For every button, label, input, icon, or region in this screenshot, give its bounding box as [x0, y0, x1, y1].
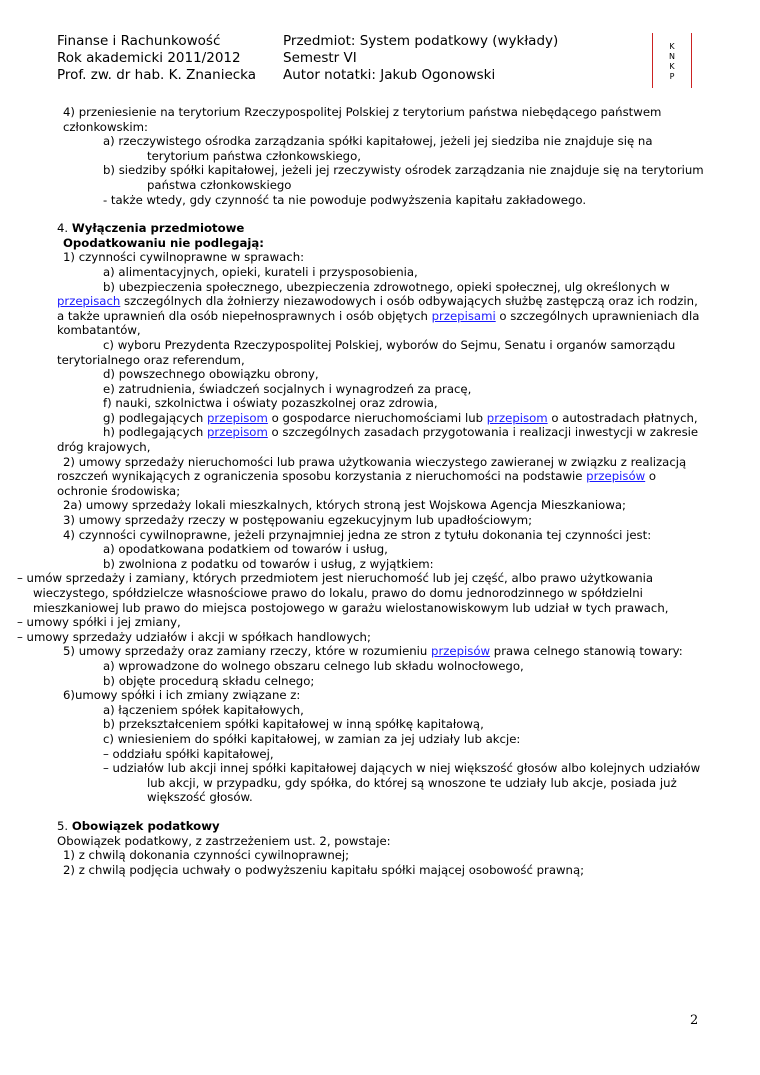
- exempt-5: 5) umowy sprzedaży oraz zamiany rzeczy, które w rozumieniu przepisów prawa celnego stanowią towary:: [63, 644, 683, 659]
- section-5-heading: 5. Obowiązek podatkowy: [57, 818, 220, 833]
- header-right: [283, 33, 558, 84]
- exempt-4a: a) opodatkowana podatkiem od towarów i usług,: [103, 542, 388, 557]
- exempt-6a: a) łączeniem spółek kapitałowych,: [103, 702, 304, 717]
- exempt-6c-dash-2: – udziałów lub akcji innej spółki kapitałowej dających w niej większość głosów albo kolejnych udziałów lub akcji, w przypadku, gdy spółka, do której są wnoszone te udziały lub akcje, posiada już większość głosów.: [103, 761, 701, 805]
- exempt-1: 1) czynności cywilnoprawne w sprawach:: [63, 250, 305, 265]
- link-przepisom-drogi[interactable]: przepisom: [207, 425, 268, 440]
- exempt-4b: b) zwolniona z podatku od towarów i usług, z wyjątkiem:: [103, 556, 434, 571]
- exempt-1c: c) wyboru Prezydenta Rzeczypospolitej Polskiej, wyborów do Sejmu, Senatu i organów samorządu terytorialnego oraz referendum,: [57, 337, 676, 367]
- section-4-heading: 4. Wyłączenia przedmiotowe: [57, 221, 245, 236]
- link-przepisom-autostrady[interactable]: przepisom: [486, 410, 548, 425]
- header-left: [57, 33, 256, 84]
- exempt-2: 2) umowy sprzedaży nieruchomości lub prawa użytkowania wieczystego zawieranej w związku z realizacją roszczeń wynikających z ograniczenia sposobu korzystania z nieruchomości na podstawie przepisów o ochronie środowiska;: [57, 454, 687, 498]
- obligation-2: 2) z chwilą podjęcia uchwały o podwyższeniu kapitału spółki mającej osobowość prawną;: [63, 862, 585, 877]
- logo-letter: N: [669, 52, 675, 61]
- exception-dash-3: – umowy sprzedaży udziałów i akcji w spółkach handlowych;: [17, 629, 371, 644]
- exception-dash-2: – umowy spółki i jej zmiany,: [17, 615, 181, 630]
- exempt-6c-dash-1: – oddziału spółki kapitałowej,: [103, 746, 274, 761]
- item-4-transfer: 4) przeniesienie na terytorium Rzeczypospolitej Polskiej z terytorium państwa niebędącego państwem członkowskim:: [63, 105, 662, 134]
- section-5-intro: Obowiązek podatkowy, z zastrzeżeniem ust. 2, powstaje:: [57, 833, 391, 848]
- exempt-6b: b) przekształceniem spółki kapitałowej w inną spółkę kapitałową,: [103, 717, 484, 732]
- exempt-6c: c) wniesieniem do spółki kapitałowej, w zamian za jej udziały lub akcje:: [103, 731, 521, 746]
- notes-author: Autor notatki: Jakub Ogonowski: [283, 67, 496, 83]
- exempt-1e: e) zatrudnienia, świadczeń socjalnych i wynagrodzeń za pracę,: [103, 381, 472, 396]
- obligation-1: 1) z chwilą dokonania czynności cywilnoprawnej;: [63, 848, 350, 863]
- item-4b: b) siedziby spółki kapitałowej, jeżeli jej rzeczywisty ośrodek zarządzania nie znajduje się na terytorium państwa członkowskiego: [103, 163, 704, 192]
- exempt-1a: a) alimentacyjnych, opieki, kurateli i przysposobienia,: [103, 264, 418, 279]
- exempt-1h: h) podlegających przepisom o szczególnych zasadach przygotowania i realizacji inwestycji w zakresie dróg krajowych,: [57, 425, 699, 455]
- exempt-1d: d) powszechnego obowiązku obrony,: [103, 367, 319, 382]
- subject-name: Przedmiot: System podatkowy (wykłady): [283, 33, 559, 49]
- exempt-1g: g) podlegających przepisom o gospodarce nieruchomościami lub przepisom o autostradach płatnych,: [103, 410, 698, 425]
- link-przepisami[interactable]: przepisami: [431, 308, 496, 323]
- faculty-name: Finanse i Rachunkowość: [57, 33, 221, 49]
- item-4a: a) rzeczywistego ośrodka zarządzania spółki kapitałowej, jeżeli jej siedziba nie znajduje się na terytorium państwa członkowskiego,: [103, 134, 653, 163]
- semester: Semestr VI: [283, 50, 357, 66]
- logo-letter: K: [669, 42, 675, 51]
- page-number: 2: [690, 1013, 699, 1028]
- logo-letter: K: [669, 62, 675, 71]
- link-przepisow-celne[interactable]: przepisów: [431, 644, 491, 659]
- exempt-4: 4) czynności cywilnoprawne, jeżeli przynajmniej jedna ze stron z tytułu dokonania tej czynności jest:: [63, 527, 652, 542]
- exempt-2a: 2a) umowy sprzedaży lokali mieszkalnych, których stroną jest Wojskowa Agencja Mieszkaniowa;: [63, 498, 626, 513]
- link-przepisach[interactable]: przepisach: [57, 294, 121, 309]
- link-przepisom-gospodarka[interactable]: przepisom: [207, 410, 268, 425]
- logo-letter: P: [669, 72, 675, 81]
- exempt-6: 6)umowy spółki i ich zmiany związane z:: [63, 688, 301, 703]
- exempt-5b: b) objęte procedurą składu celnego;: [103, 673, 315, 688]
- knkp-logo: [652, 33, 692, 88]
- professor-name: Prof. zw. dr hab. K. Znaniecka: [57, 67, 257, 83]
- exception-dash-1: – umów sprzedaży i zamiany, których przedmiotem jest nieruchomość lub jej część, albo prawo użytkowania wieczystego, spółdzielcze własnościowe prawo do lokalu, prawo do domu jednorodzinnego w spółdzielni mieszkaniowej lub prawo do miejsca postojowego w garażu wielostanowiskowym lub udział w tych prawach,: [17, 571, 669, 615]
- exempt-3: 3) umowy sprzedaży rzeczy w postępowaniu egzekucyjnym lub upadłościowym;: [63, 513, 533, 528]
- exempt-1f: f) nauki, szkolnictwa i oświaty pozaszkolnej oraz zdrowia,: [103, 396, 438, 411]
- exempt-1b: b) ubezpieczenia społecznego, ubezpieczenia zdrowotnego, opieki społecznej, ulg określonych w przepisach szczególnych dla żołnierzy niezawodowych i osób odbywających służbę zastępczą oraz ich rodzin, a także uprawnień dla osób niepełnosprawnych i osób objętych przepisami o szczególnych uprawnieniach dla kombatantów,: [57, 279, 700, 338]
- item-4-note: - także wtedy, gdy czynność ta nie powoduje podwyższenia kapitału zakładowego.: [103, 192, 587, 207]
- link-przepisow-srodowisko[interactable]: przepisów: [586, 469, 646, 484]
- document-body: [17, 105, 707, 877]
- academic-year: Rok akademicki 2011/2012: [57, 50, 241, 66]
- exempt-5a: a) wprowadzone do wolnego obszaru celnego lub składu wolnocłowego,: [103, 658, 524, 673]
- section-4-subheading: Opodatkowaniu nie podlegają:: [63, 235, 264, 250]
